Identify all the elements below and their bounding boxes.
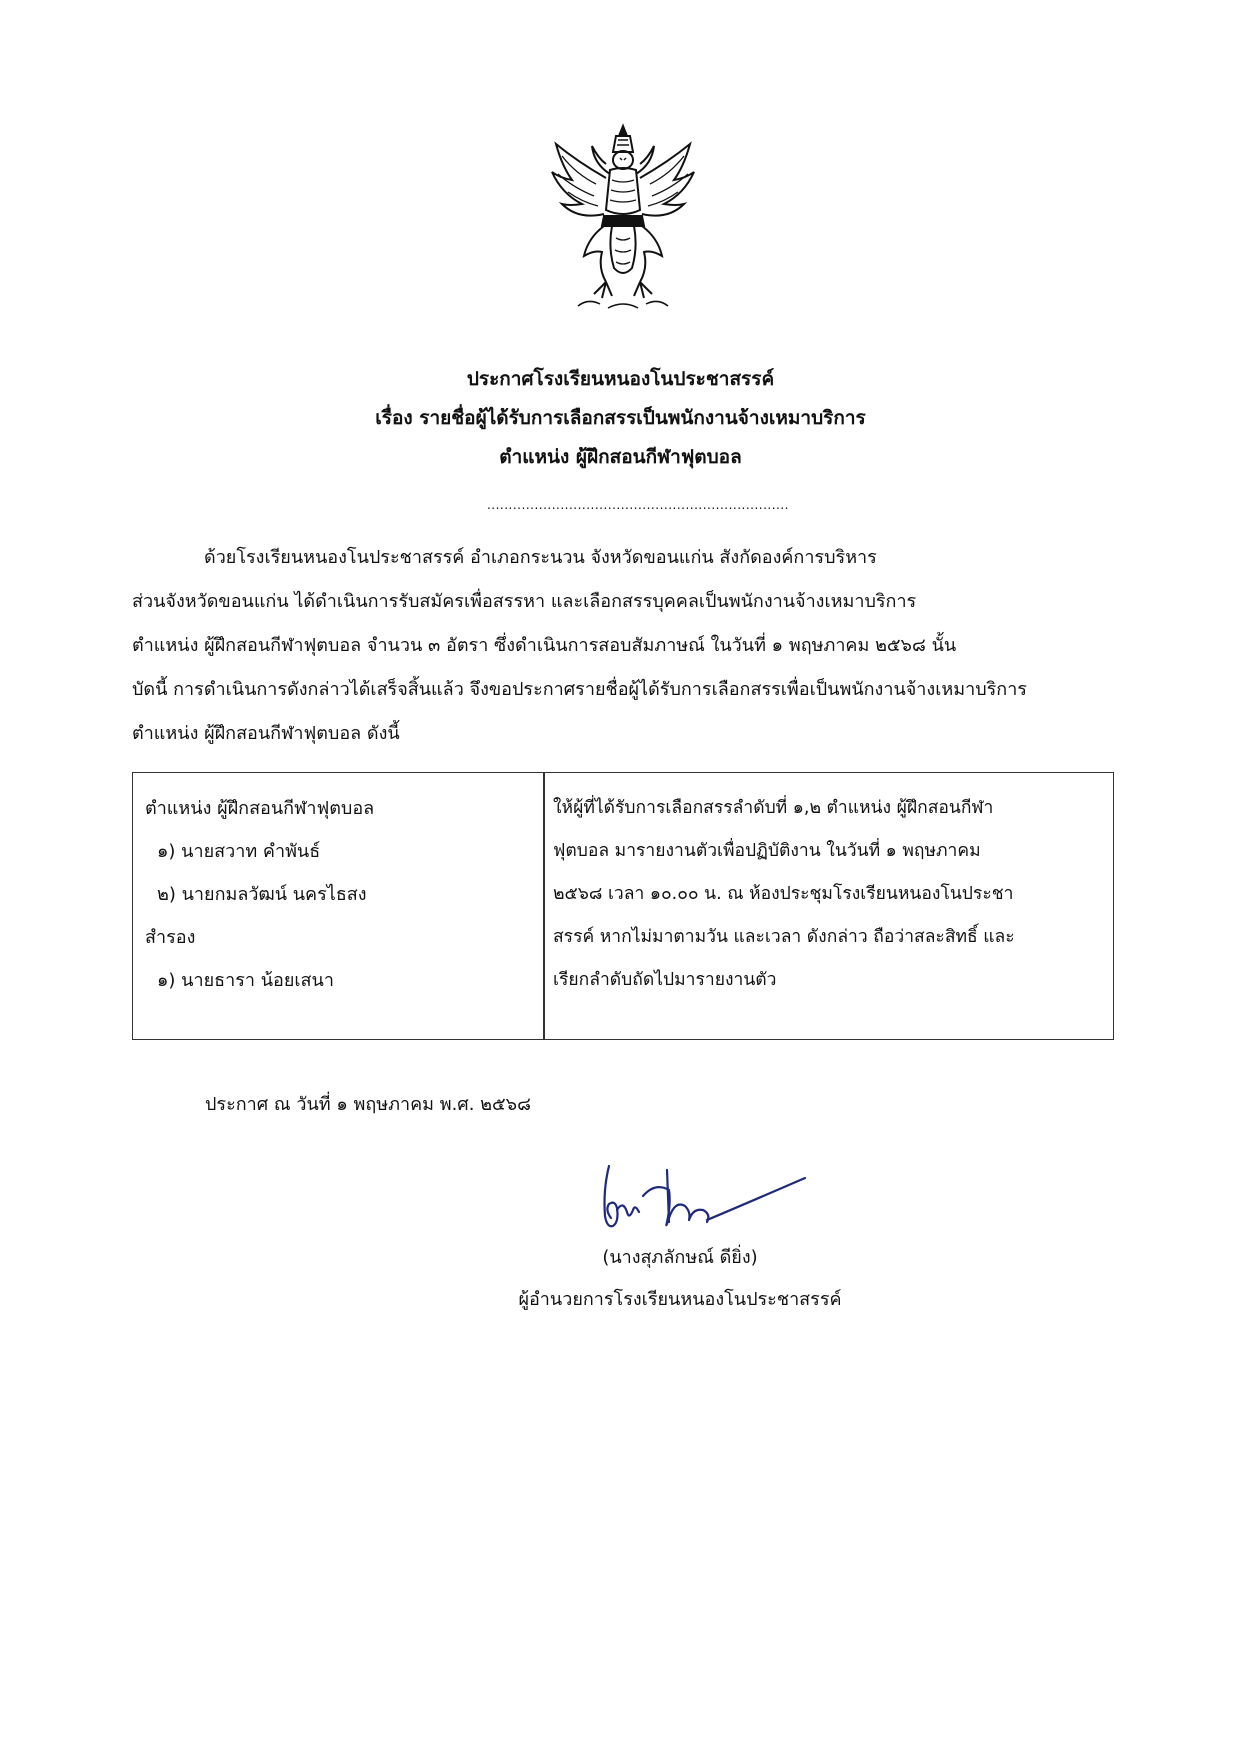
signer-position: ผู้อำนวยการโรงเรียนหนองโนประชาสรรค์	[518, 1289, 842, 1310]
reserve-candidate: ๑) นายธารา น้อยเสนา	[157, 970, 334, 991]
instruction-line: เรียกลำดับถัดไปมารายงานตัว	[553, 970, 777, 990]
table-divider	[543, 773, 545, 1039]
instruction-line: ฟุตบอล มารายงานตัวเพื่อปฏิบัติงาน ในวันที่ ๑ พฤษภาคม	[553, 841, 981, 861]
position-heading: ตำแหน่ง ผู้ฝึกสอนกีฬาฟุตบอล	[145, 798, 375, 819]
body-line: ตำแหน่ง ผู้ฝึกสอนกีฬาฟุตบอล จำนวน ๓ อัตรา ซึ่งดำเนินการสอบสัมภาษณ์ ในวันที่ ๑ พฤษภาคม ๒๕๖๘ นั้น	[132, 635, 957, 656]
selection-table	[132, 772, 1114, 1040]
title-separator: ......................................................................	[486, 500, 789, 510]
signer-name: (นางสุภลักษณ์ ดียิ่ง)	[602, 1247, 758, 1268]
body-line: ด้วยโรงเรียนหนองโนประชาสรรค์ อำเภอกระนวน จังหวัดขอนแก่น สังกัดองค์การบริหาร	[204, 547, 877, 568]
body-line: บัดนี้ การดำเนินการดังกล่าวได้เสร็จสิ้นแล้ว จึงขอประกาศรายชื่อผู้ได้รับการเลือกสรรเพื่อเป็นพนักงานจ้างเหมาบริการ	[132, 679, 1027, 700]
instruction-line: ให้ผู้ที่ได้รับการเลือกสรรลำดับที่ ๑,๒ ตำแหน่ง ผู้ฝึกสอนกีฬา	[553, 798, 994, 818]
body-line: ส่วนจังหวัดขอนแก่น ได้ดำเนินการรับสมัครเพื่อสรรหา และเลือกสรรบุคคลเป็นพนักงานจ้างเหมาบริการ	[132, 591, 917, 612]
body-paragraph	[132, 536, 1144, 756]
title-line-2: เรื่อง รายชื่อผู้ได้รับการเลือกสรรเป็นพนักงานจ้างเหมาบริการ	[375, 407, 866, 429]
reserve-heading: สำรอง	[145, 927, 196, 948]
selected-candidate: ๑) นายสวาท คำพันธ์	[157, 841, 321, 862]
title-line-1: ประกาศโรงเรียนหนองโนประชาสรรค์	[466, 368, 775, 390]
title-line-3: ตำแหน่ง ผู้ฝึกสอนกีฬาฟุตบอล	[499, 446, 742, 468]
announcement-title	[0, 360, 1241, 477]
handwritten-signature	[595, 1160, 810, 1240]
garuda-emblem-icon	[548, 122, 698, 318]
instruction-line: สรรค์ หากไม่มาตามวัน และเวลา ดังกล่าว ถือว่าสละสิทธิ์ และ	[553, 927, 1015, 947]
selected-candidate: ๒) นายกมลวัฒน์ นครไธสง	[157, 884, 367, 905]
selected-list-cell	[145, 787, 535, 1002]
announcement-date: ประกาศ ณ วันที่ ๑ พฤษภาคม พ.ศ. ๒๕๖๘	[205, 1094, 531, 1115]
instructions-cell	[553, 787, 1103, 1002]
body-line: ตำแหน่ง ผู้ฝึกสอนกีฬาฟุตบอล ดังนี้	[132, 723, 400, 744]
instruction-line: ๒๕๖๘ เวลา ๑๐.๐๐ น. ณ ห้องประชุมโรงเรียนหนองโนประชา	[553, 884, 1014, 904]
